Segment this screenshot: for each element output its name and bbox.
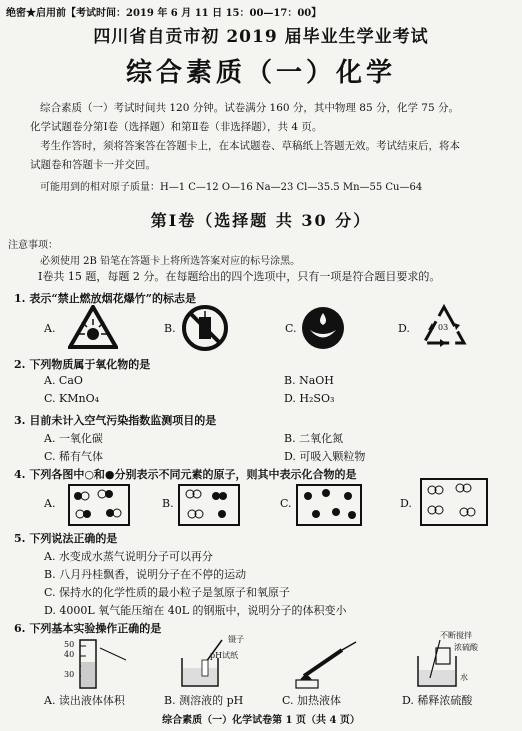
ph-paper-label: pH试纸 <box>210 651 239 660</box>
q4-diagram-c <box>296 484 362 530</box>
q5-stem: 5. 下列说法正确的是 <box>14 532 118 545</box>
section-title: 第Ⅰ卷（选择题 共 30 分） <box>150 211 372 230</box>
q1-stem: 1. 表示“禁止燃放烟花爆竹”的标志是 <box>14 292 196 305</box>
q3-stem: 3. 目前未计入空气污染指数监测项目的是 <box>14 414 217 427</box>
note-line-1: 必须使用 2B 铅笔在答题卡上将所选答案对应的标号涂黑。 <box>40 256 301 267</box>
q5-option-d: D. 4000L 氧气能压缩在 40L 的钢瓶中，说明分子的体积变小 <box>44 604 347 617</box>
secret-header: 绝密★启用前【考试时间：2019 年 6 月 11 日 15：00—17：00】 <box>6 8 322 19</box>
recycle-icon <box>418 303 470 355</box>
q2-option-b: B. NaOH <box>284 374 334 387</box>
q4-diagram-b <box>178 484 240 530</box>
page-footer: 综合素质（一）化学试卷第 1 页（共 4 页） <box>162 715 360 726</box>
q1-option-c: C. <box>285 322 297 335</box>
q2-option-d: D. H₂SO₃ <box>284 392 335 405</box>
q1-option-d: D. <box>398 322 410 335</box>
exam-title: 四川省自贡市初 2019 届毕业生学业考试 <box>93 27 429 47</box>
q1-option-a: A. <box>44 322 56 335</box>
q3-option-b: B. 二氧化氮 <box>284 432 344 445</box>
no-firecracker-icon <box>182 305 228 355</box>
q1-option-b: B. <box>164 322 176 335</box>
q3-option-c: C. 稀有气体 <box>44 450 104 463</box>
water-label: 水 <box>460 673 468 682</box>
q4-option-b: B. <box>162 497 174 510</box>
q4-diagram-d <box>420 478 488 530</box>
q6-option-d: D. 稀释浓硫酸 <box>402 694 473 707</box>
tweezers-label: 镊子 <box>228 635 244 644</box>
note-label: 注意事项： <box>8 240 58 251</box>
stir-label: 不断搅拌 <box>440 631 472 640</box>
q6-option-a: A. 读出液体体积 <box>44 694 125 707</box>
recycle-number: 03 <box>438 323 449 332</box>
q5-option-c: C. 保持水的化学性质的最小粒子是氢原子和氧原子 <box>44 586 291 599</box>
q3-option-d: D. 可吸入颗粒物 <box>284 450 366 463</box>
graduated-cylinder-icon <box>60 638 130 694</box>
heating-liquid-icon <box>290 636 370 694</box>
intro-line-1: 综合素质（一）考试时间共 120 分钟。试卷满分 160 分，其中物理 85 分，化学 75 分。 <box>40 102 460 114</box>
q2-option-a: A. CaO <box>44 374 83 387</box>
q2-stem: 2. 下列物质属于氧化物的是 <box>14 358 151 371</box>
q4-option-a: A. <box>44 497 56 510</box>
q5-option-a: A. 水变成水蒸气说明分子可以再分 <box>44 550 213 563</box>
intro-line-4: 试题卷和答题卡一并交回。 <box>30 159 156 171</box>
q6-option-c: C. 加热液体 <box>282 694 342 707</box>
q2-option-c: C. KMnO₄ <box>44 392 100 405</box>
q4-option-c: C. <box>280 497 292 510</box>
fireworks-warning-icon <box>68 305 118 353</box>
intro-line-3: 考生作答时，须将答案答在答题卡上，在本试题卷、草稿纸上答题无效。考试结束后，将本 <box>40 140 460 152</box>
dilute-acid-icon <box>410 630 500 694</box>
intro-line-5: 可能用到的相对原子质量：H—1 C—12 O—16 Na—23 Cl—35.5 Mn—55 Cu—64 <box>40 182 423 193</box>
ph-test-icon <box>172 636 252 694</box>
q3-option-a: A. 一氧化碳 <box>44 432 103 445</box>
note-line-2: Ⅰ卷共 15 题，每题 2 分。在每题给出的四个选项中，只有一项是符合题目要求的。 <box>38 270 441 283</box>
acid-label: 浓硫酸 <box>454 643 478 652</box>
q6-stem: 6. 下列基本实验操作正确的是 <box>14 622 162 635</box>
q4-option-d: D. <box>400 497 412 510</box>
q4-diagram-a <box>68 484 130 530</box>
cylinder-scale-low: 30 <box>64 670 75 679</box>
q4-stem: 4. 下列各图中○和●分别表示不同元素的原子，则其中表示化合物的是 <box>14 468 357 481</box>
cylinder-scale-top: 50 <box>64 640 75 649</box>
q6-option-b: B. 测溶液的 pH <box>164 694 244 707</box>
cylinder-scale-mid: 40 <box>64 650 75 659</box>
water-saving-icon <box>300 305 346 355</box>
exam-subtitle: 综合素质（一）化学 <box>125 58 396 88</box>
q5-option-b: B. 八月丹桂飘香，说明分子在不停的运动 <box>44 568 247 581</box>
intro-line-2: 化学试题卷分第Ⅰ卷（选择题）和第Ⅱ卷（非选择题），共 4 页。 <box>30 121 323 133</box>
